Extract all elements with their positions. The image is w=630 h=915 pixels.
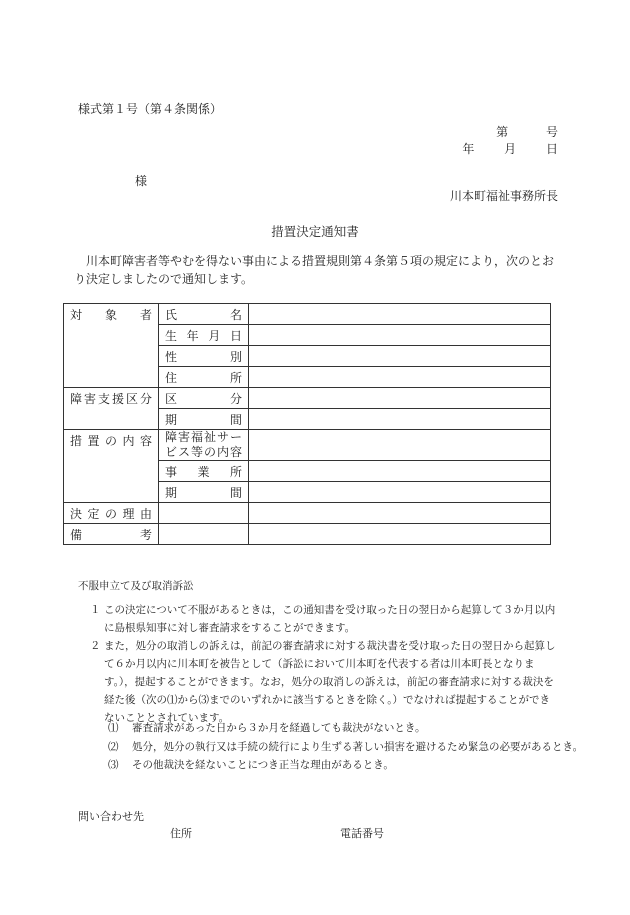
office-label: 事業所 bbox=[159, 461, 249, 482]
objection-subitem-2 bbox=[108, 739, 584, 754]
reason-sub bbox=[159, 503, 249, 524]
remarks-sub bbox=[159, 524, 249, 545]
reason-value bbox=[249, 503, 551, 524]
subitem-number: ⑵ bbox=[108, 741, 119, 753]
item-text: この決定について不服があるときは，この通知書を受け取った日の翌日から起算して３か月以内に島根県知事に対し審査請求をすることができます。 bbox=[104, 604, 556, 634]
service-label-line1: 障害福祉サー bbox=[165, 430, 242, 444]
subitem-number: ⑶ bbox=[108, 759, 119, 771]
birthdate-label: 生年月日 bbox=[159, 325, 249, 346]
sex-label: 性別 bbox=[159, 346, 249, 367]
issuer: 川本町福祉事務所長 bbox=[449, 189, 558, 203]
form-number: 様式第１号（第４条関係） bbox=[78, 102, 223, 116]
office-value bbox=[249, 461, 551, 482]
table-row bbox=[64, 524, 551, 545]
subject-label: 対象者 bbox=[64, 304, 159, 388]
subitem-number: ⑴ bbox=[108, 722, 119, 734]
sex-value bbox=[249, 346, 551, 367]
support-class-label: 障害支援区分 bbox=[64, 388, 159, 430]
category-label: 区分 bbox=[159, 388, 249, 409]
service-label-line2: ビス等の内容 bbox=[165, 445, 242, 459]
birthdate-value bbox=[249, 325, 551, 346]
subitem-text: 処分，処分の執行又は手続の続行により生ずる著しい損害を避けるため緊急の必要があるとき。 bbox=[132, 741, 584, 753]
name-label: 氏名 bbox=[159, 304, 249, 325]
reason-label: 決定の理由 bbox=[64, 503, 159, 524]
period-label: 期間 bbox=[159, 409, 249, 430]
objection-title: 不服申立て及び取消訴訟 bbox=[78, 580, 194, 592]
table-row bbox=[64, 388, 551, 409]
period2-value bbox=[249, 482, 551, 503]
name-value bbox=[249, 304, 551, 325]
table-row bbox=[64, 304, 551, 325]
remarks-value bbox=[249, 524, 551, 545]
address-label: 住所 bbox=[159, 367, 249, 388]
table-row bbox=[64, 503, 551, 524]
objection-item-1 bbox=[90, 601, 560, 637]
service-label bbox=[159, 430, 249, 461]
item-number: ２ bbox=[90, 640, 101, 652]
period-value bbox=[249, 409, 551, 430]
subitem-text: 審査請求があった日から３か月を経過しても裁決がないとき。 bbox=[132, 722, 426, 734]
service-value bbox=[249, 430, 551, 461]
objection-item-2 bbox=[90, 637, 560, 727]
item-number: １ bbox=[90, 604, 101, 616]
contact-title: 問い合わせ先 bbox=[78, 810, 144, 823]
address-value bbox=[249, 367, 551, 388]
subitem-text: その他裁決を経ないことにつき正当な理由があるとき。 bbox=[132, 759, 394, 771]
contact-phone-label: 電話番号 bbox=[340, 827, 384, 840]
decision-table bbox=[63, 303, 551, 545]
objection-subitem-3 bbox=[108, 757, 568, 772]
document-date: 年 月 日 bbox=[462, 142, 558, 156]
remarks-label: 備考 bbox=[64, 524, 159, 545]
recipient-honorific: 様 bbox=[135, 174, 148, 188]
contact-address-label: 住所 bbox=[170, 827, 192, 840]
category-value bbox=[249, 388, 551, 409]
document-number: 第 号 bbox=[496, 125, 558, 139]
intro-paragraph: 川本町障害者等やむを得ない事由による措置規則第４条第５項の規定により，次のとおり決定しましたので通知します。 bbox=[74, 254, 555, 286]
measure-label: 措置の内容 bbox=[64, 430, 159, 503]
objection-subitem-1 bbox=[108, 720, 568, 735]
period2-label: 期間 bbox=[159, 482, 249, 503]
table-row bbox=[64, 430, 551, 461]
item-text: また，処分の取消しの訴えは，前記の審査請求に対する裁決書を受け取った日の翌日から起算して６か月以内に川本町を被告として（訴訟において川本町を代表する者は川本町長となります。），提起することができます。なお，処分の取消しの訴えは，前記の審査請求に対する裁決を経た後（次の⑴から⑶までのいずれかに該当するときを除く。）でなければ提起することができないこととされています。 bbox=[104, 640, 556, 724]
document-title: 措置決定通知書 bbox=[271, 224, 359, 239]
